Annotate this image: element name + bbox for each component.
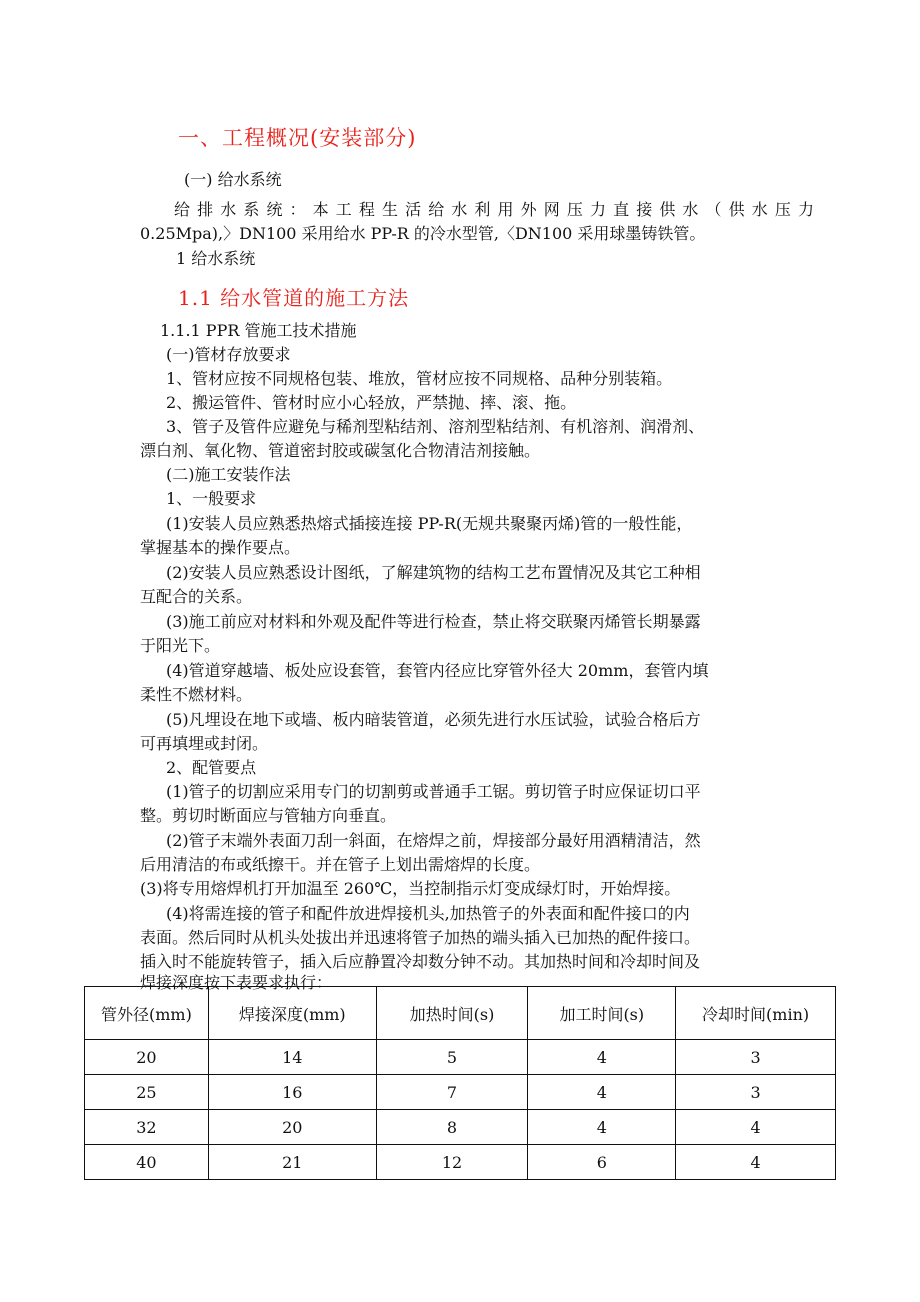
table-cell: 40 bbox=[85, 1145, 209, 1180]
table-row bbox=[85, 1040, 836, 1075]
table-header-row bbox=[85, 987, 836, 1040]
header-cooling-time: 冷却时间(min) bbox=[676, 987, 836, 1040]
table-cell: 4 bbox=[528, 1075, 676, 1110]
table-cell: 20 bbox=[208, 1110, 376, 1145]
piping-item-1-line1: (1)管子的切割应采用专门的切割剪或普通手工锯。剪切管子时应保证切口平 bbox=[166, 782, 701, 801]
header-processing-time: 加工时间(s) bbox=[528, 987, 676, 1040]
general-item-5-line2: 可再填埋或封闭。 bbox=[140, 734, 269, 753]
table-cell: 3 bbox=[676, 1075, 836, 1110]
table-cell: 32 bbox=[85, 1110, 209, 1145]
storage-item-1: 1、管材应按不同规格包装、堆放，管材应按不同规格、品种分别装箱。 bbox=[166, 369, 673, 388]
table-cell: 21 bbox=[208, 1145, 376, 1180]
piping-item-2-line2: 后用清洁的布或纸擦干。并在管子上划出需熔焊的长度。 bbox=[140, 855, 541, 874]
general-item-5-line1: (5)凡埋设在地下或墙、板内暗装管道，必须先进行水压试验，试验合格后方 bbox=[166, 710, 701, 729]
piping-item-4-line1: (4)将需连接的管子和配件放进焊接机头,加热管子的外表面和配件接口的内 bbox=[166, 904, 690, 923]
table-row bbox=[85, 1145, 836, 1180]
storage-item-3-line2: 漂白剂、氧化物、管道密封胶或碳氢化合物清洁剂接触。 bbox=[140, 441, 541, 460]
table-cell: 8 bbox=[376, 1110, 528, 1145]
welding-parameters-table bbox=[84, 986, 836, 1180]
table-cell: 7 bbox=[376, 1075, 528, 1110]
general-requirements-title: 1、一般要求 bbox=[166, 489, 257, 508]
piping-item-4-line2: 表面。然后同时从机头处拔出并迅速将管子加热的端头插入已加热的配件接口。 bbox=[140, 928, 701, 947]
table-cell: 6 bbox=[528, 1145, 676, 1180]
header-weld-depth: 焊接深度(mm) bbox=[208, 987, 376, 1040]
table-cell: 16 bbox=[208, 1075, 376, 1110]
heading-project-overview: 一、工程概况(安装部分) bbox=[178, 126, 417, 150]
general-item-3-line1: (3)施工前应对材料和外观及配件等进行检查，禁止将交联聚丙烯管长期暴露 bbox=[166, 612, 701, 631]
piping-item-4-line4: 焊接深度按下表要求执行： bbox=[140, 973, 333, 992]
piping-item-4-line3: 插入时不能旋转管子，插入后应静置冷却数分钟不动。其加热时间和冷却时间及 bbox=[140, 952, 701, 971]
piping-item-1-line2: 整。剪切时断面应与管轴方向垂直。 bbox=[140, 806, 397, 825]
paragraph-system-line2: 0.25Mpa),〉DN100 采用给水 PP-R 的冷水型管,〈DN100 采用球墨铸铁管。 bbox=[140, 224, 706, 243]
table-row bbox=[85, 1110, 836, 1145]
table-cell: 25 bbox=[85, 1075, 209, 1110]
install-title: (二)施工安装作法 bbox=[166, 465, 291, 484]
section-1-water-system: 1 给水系统 bbox=[176, 249, 256, 268]
general-item-1-line1: (1)安装人员应熟悉热熔式插接连接 PP-R(无规共聚聚丙烯)管的一般性能， bbox=[166, 514, 693, 533]
piping-item-2-line1: (2)管子末端外表面刀刮一斜面，在熔焊之前，焊接部分最好用酒精清洁，然 bbox=[166, 831, 701, 850]
paragraph-system-line1: 给排水系统：本工程生活给水利用外网压力直接供水（供水压力 bbox=[174, 200, 814, 219]
heading-pipe-construction-method: 1.1 给水管道的施工方法 bbox=[178, 286, 410, 310]
table-cell: 3 bbox=[676, 1040, 836, 1075]
general-item-2-line1: (2)安装人员应熟悉设计图纸，了解建筑物的结构工艺布置情况及其它工种相 bbox=[166, 563, 701, 582]
table-cell: 20 bbox=[85, 1040, 209, 1075]
header-heating-time: 加热时间(s) bbox=[376, 987, 528, 1040]
general-item-2-line2: 互配合的关系。 bbox=[140, 587, 253, 606]
table-cell: 5 bbox=[376, 1040, 528, 1075]
subheading-water-supply: (一) 给水系统 bbox=[184, 170, 282, 189]
section-1-1-1: 1.1.1 PPR 管施工技术措施 bbox=[160, 321, 357, 340]
general-item-3-line2: 于阳光下。 bbox=[140, 636, 221, 655]
header-outer-diameter: 管外径(mm) bbox=[85, 987, 209, 1040]
table-cell: 4 bbox=[676, 1145, 836, 1180]
piping-title: 2、配管要点 bbox=[166, 758, 257, 777]
storage-title: (一)管材存放要求 bbox=[166, 345, 291, 364]
table-cell: 4 bbox=[676, 1110, 836, 1145]
table-cell: 12 bbox=[376, 1145, 528, 1180]
table-cell: 4 bbox=[528, 1110, 676, 1145]
general-item-4-line1: (4)管道穿越墙、板处应设套管，套管内径应比穿管外径大 20mm，套管内填 bbox=[166, 661, 709, 680]
table-cell: 4 bbox=[528, 1040, 676, 1075]
general-item-4-line2: 柔性不燃材料。 bbox=[140, 685, 253, 704]
storage-item-2: 2、搬运管件、管材时应小心轻放，严禁抛、摔、滚、拖。 bbox=[166, 393, 577, 412]
table-row bbox=[85, 1075, 836, 1110]
general-item-1-line2: 掌握基本的操作要点。 bbox=[140, 538, 301, 557]
storage-item-3-line1: 3、管子及管件应避免与稀剂型粘结剂、溶剂型粘结剂、有机溶剂、润滑剂、 bbox=[166, 417, 705, 436]
piping-item-3: (3)将专用熔焊机打开加温至 260℃，当控制指示灯变成绿灯时，开始焊接。 bbox=[140, 879, 681, 898]
table-cell: 14 bbox=[208, 1040, 376, 1075]
